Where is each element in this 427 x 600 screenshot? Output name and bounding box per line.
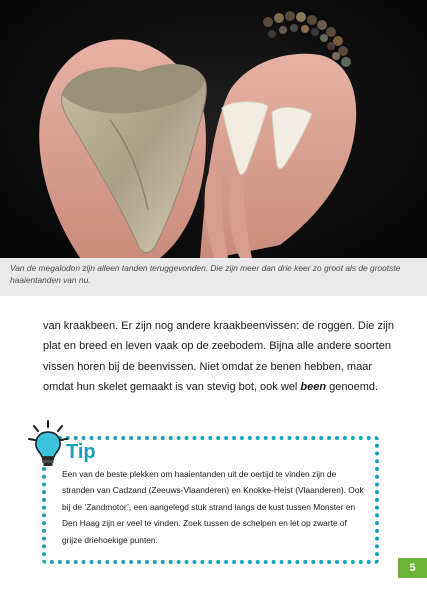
- tip-text: Een van de beste plekken om haaientanden uit de oertijd te vinden zijn de stranden van Cadzand (Zeeuws-Vlaanderen) en Knokke-Heist (Vlaanderen). Ook bij de ‘Zandmotor’, een aangelegd stuk strand langs de kust tussen Monster en Den Haag zijn er veel te vinden. Zoek tussen de schelpen en let op zwarte of grijze driehoekige punten.: [62, 469, 364, 545]
- body-text-part-1: van kraakbeen. Er zijn nog andere kraakbeenvissen: de roggen. Die zijn plat en breed en leven vaak op de zeebodem. Bijna alle andere soorten vissen horen bij de beenvissen. Niet omdat ze benen hebben, maar omdat hun skelet gemaakt is van stevig bot, ook wel: [43, 320, 394, 394]
- photo-caption: Van de megalodon zijn alleen tanden teruggevonden. Die zijn meer dan drie keer zo groot als de grootste haaientanden van nu.: [10, 263, 401, 285]
- page-number: 5: [398, 558, 427, 578]
- tip-title: Tip: [64, 440, 100, 464]
- body-emphasis: been: [300, 381, 327, 394]
- body-text-part-2: genoemd.: [326, 381, 379, 394]
- caption-bar: [0, 258, 427, 296]
- body-paragraph: [43, 316, 398, 398]
- shark-teeth-photo: [0, 0, 427, 258]
